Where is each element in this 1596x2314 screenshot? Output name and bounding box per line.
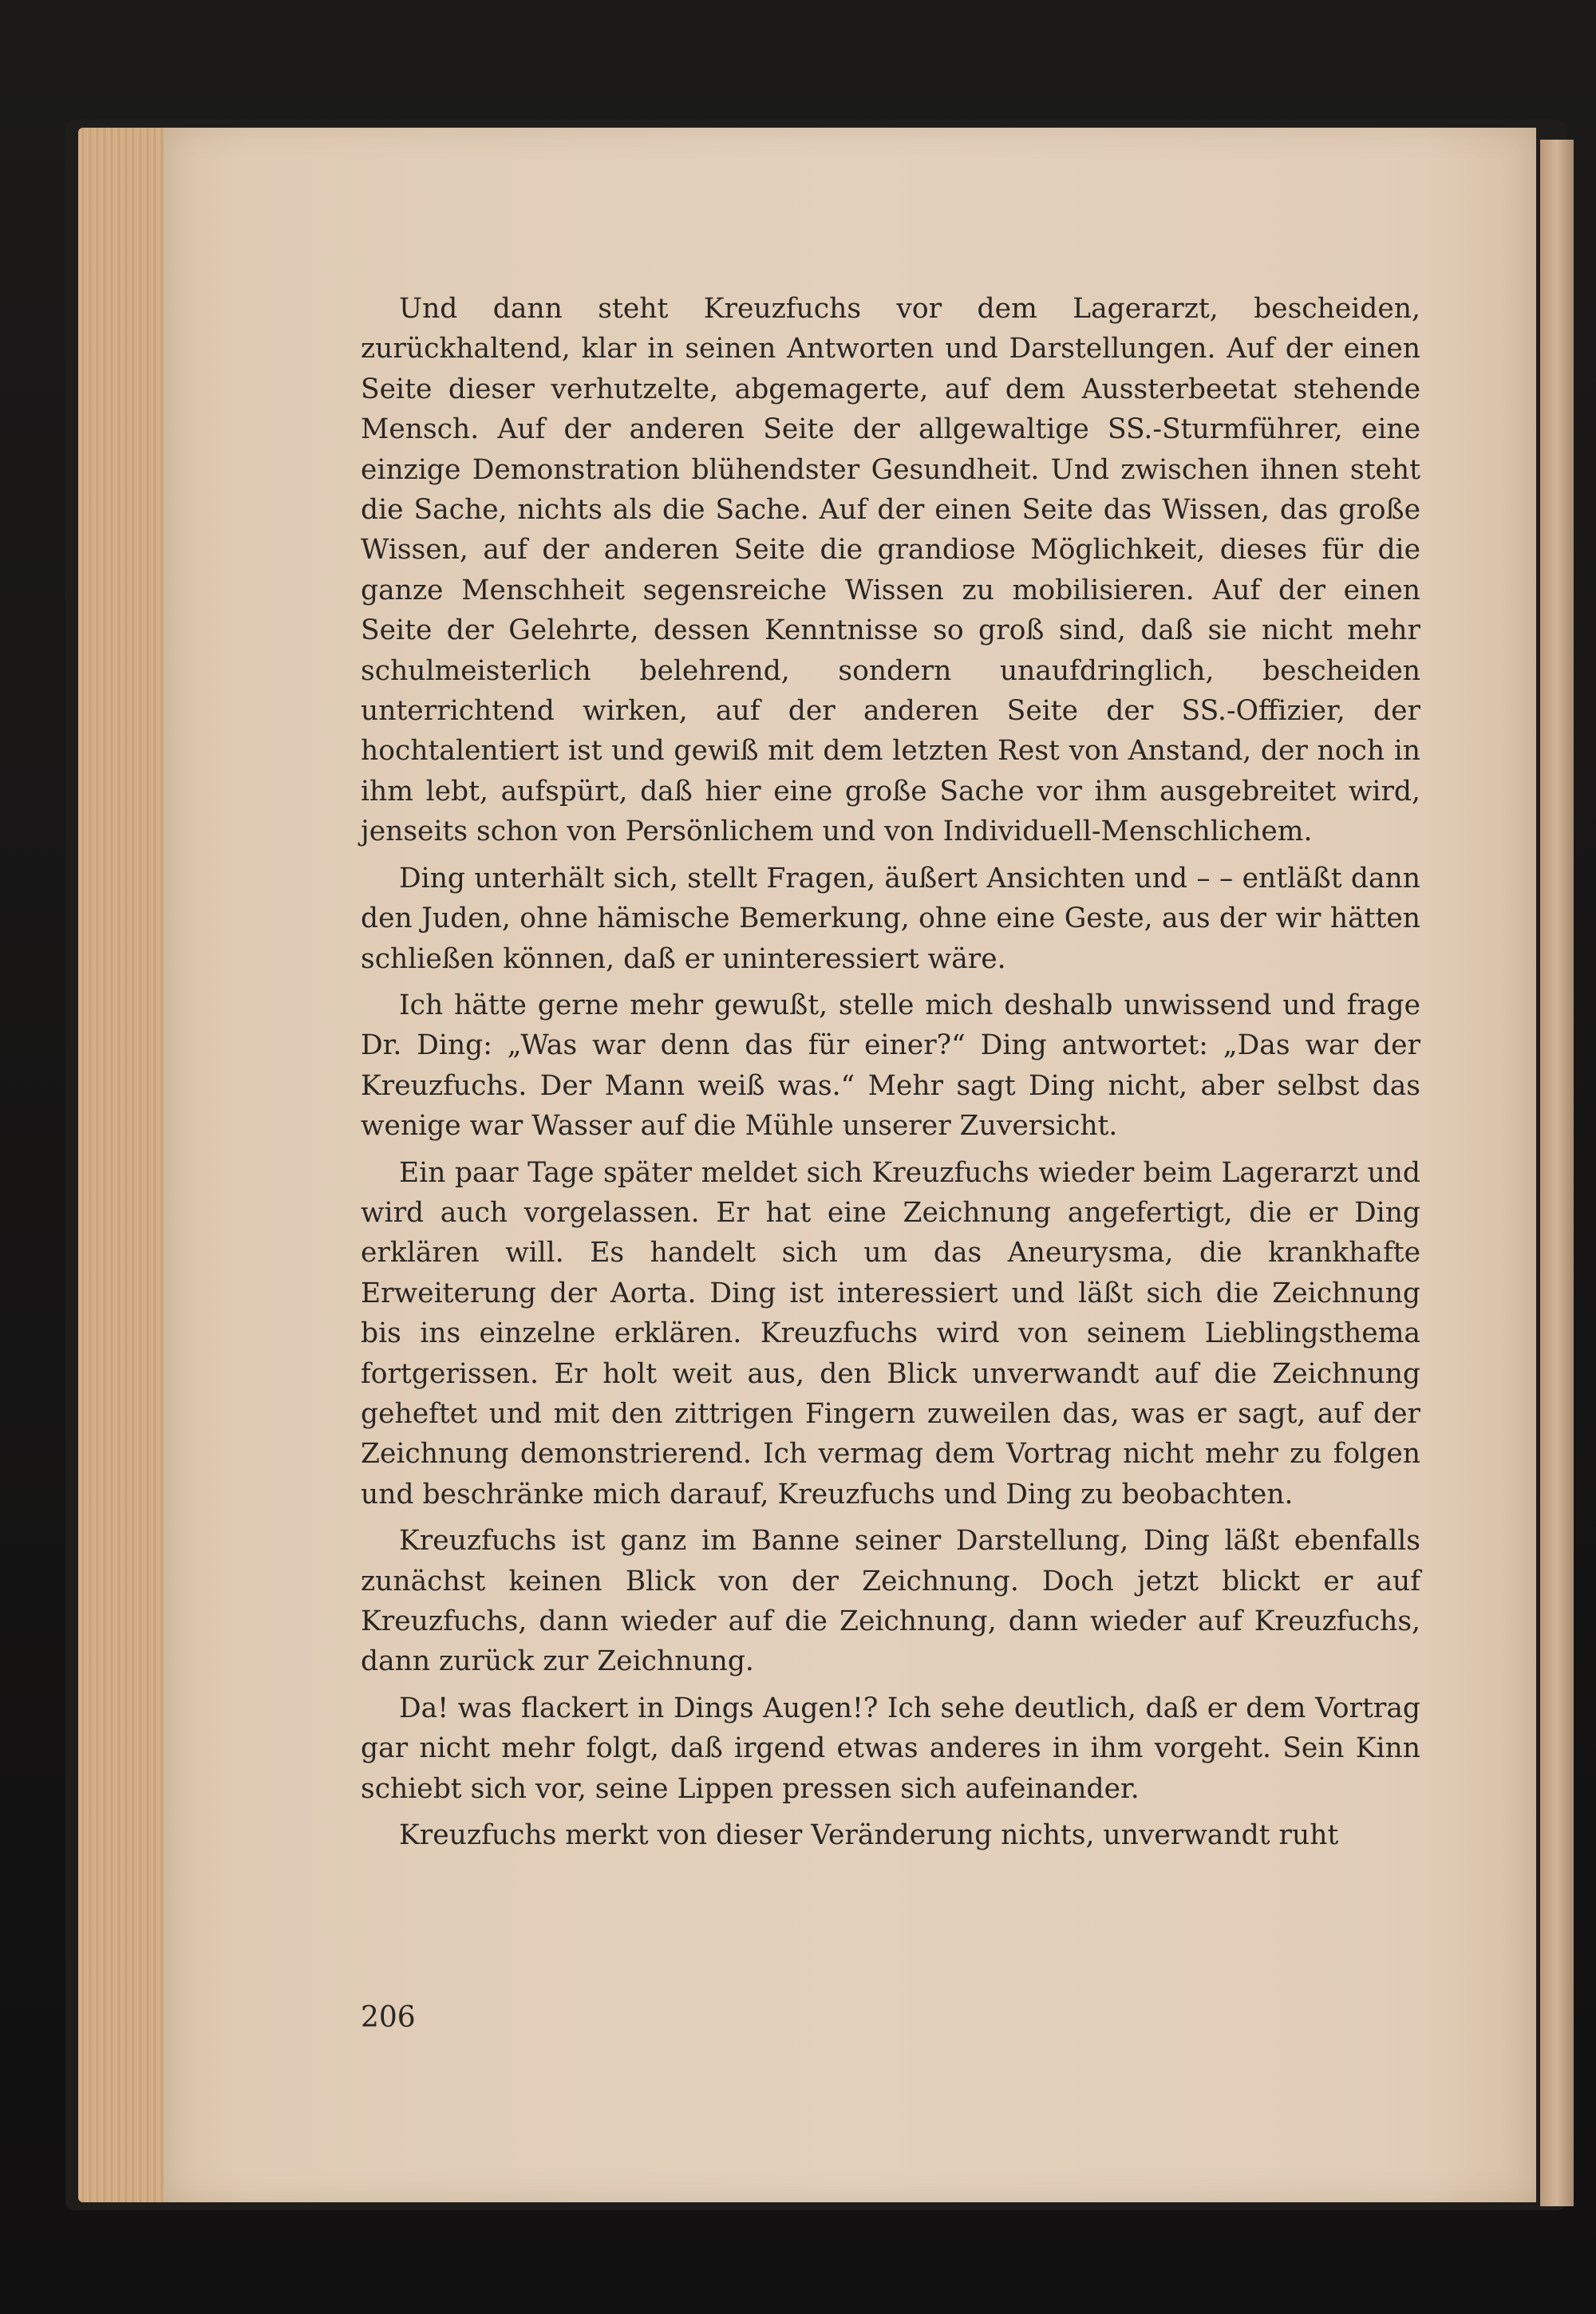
paragraph: Und dann steht Kreuzfuchs vor dem Lagerarzt, bescheiden, zurückhaltend, klar in seinen Antworten und Darstellungen. Auf der einen Seite dieser verhutzelte, abgemagerte, auf dem Aussterbeetat stehende Mensch. Auf der anderen Seite der allgewaltige SS.-Sturmführer, eine einzige Demonstration blühendster Gesundheit. Und zwischen ihnen steht die Sache, nichts als die Sache. Auf der einen Seite das Wissen, das große Wissen, auf der anderen Seite die grandiose Möglichkeit, dieses für die ganze Menschheit segensreiche Wissen zu mobilisieren. Auf der einen Seite der Gelehrte, dessen Kenntnisse so groß sind, daß sie nicht mehr schulmeisterlich belehrend, sondern unaufdringlich, bescheiden unterrichtend wirken, auf der anderen Seite der SS.-Offizier, der hochtalentiert ist und gewiß mit dem letzten Rest von Anstand, der noch in ihm lebt, aufspürt, daß hier eine große Sache vor ihm ausgebreitet wird, jenseits schon von Persönlichem und von Individuell-Menschlichem.: [361, 293, 1420, 848]
page-number: 206: [361, 2001, 416, 2034]
body-text: [361, 289, 1420, 1862]
paragraph: Ein paar Tage später meldet sich Kreuzfuchs wieder beim Lagerarzt und wird auch vorgelassen. Er hat eine Zeichnung angefertigt, die er Ding erklären will. Es handelt sich um das Aneurysma, die krankhafte Erweiterung der Aorta. Ding ist interessiert und läßt sich die Zeichnung bis ins einzelne erklären. Kreuzfuchs wird von seinem Lieblingsthema fortgerissen. Er holt weit aus, den Blick unverwandt auf die Zeichnung geheftet und mit den zittrigen Fingern zuweilen das, was er sagt, auf der Zeichnung demonstrierend. Ich vermag dem Vortrag nicht mehr zu folgen und beschränke mich darauf, Kreuzfuchs und Ding zu beobachten.: [361, 1156, 1420, 1510]
paragraph: Da! was flackert in Dings Augen!? Ich sehe deutlich, daß er dem Vortrag gar nicht mehr folgt, daß irgend etwas anderes in ihm vorgeht. Sein Kinn schiebt sich vor, seine Lippen pressen sich aufeinander.: [361, 1692, 1420, 1805]
paragraph: Kreuzfuchs merkt von dieser Veränderung nichts, unverwandt ruht: [399, 1819, 1339, 1852]
paragraph: Kreuzfuchs ist ganz im Banne seiner Darstellung, Ding läßt ebenfalls zunächst keinen Blick von der Zeichnung. Doch jetzt blickt er auf Kreuzfuchs, dann wieder auf die Zeichnung, dann wieder auf Kreuzfuchs, dann zurück zur Zeichnung.: [361, 1525, 1420, 1678]
facing-page-edge: [1540, 140, 1574, 2206]
paragraph: Ich hätte gerne mehr gewußt, stelle mich deshalb unwissend und frage Dr. Ding: „Was war denn das für einer?“ Ding antwortet: „Das war der Kreuzfuchs. Der Mann weiß was.“ Mehr sagt Ding nicht, aber selbst das wenige war Wasser auf die Mühle unserer Zuversicht.: [361, 989, 1420, 1143]
paragraph: Ding unterhält sich, stellt Fragen, äußert Ansichten und – – entläßt dann den Juden, ohne hämische Bemerkung, ohne eine Geste, aus der wir hätten schließen können, daß er uninteressiert wäre.: [361, 862, 1420, 975]
